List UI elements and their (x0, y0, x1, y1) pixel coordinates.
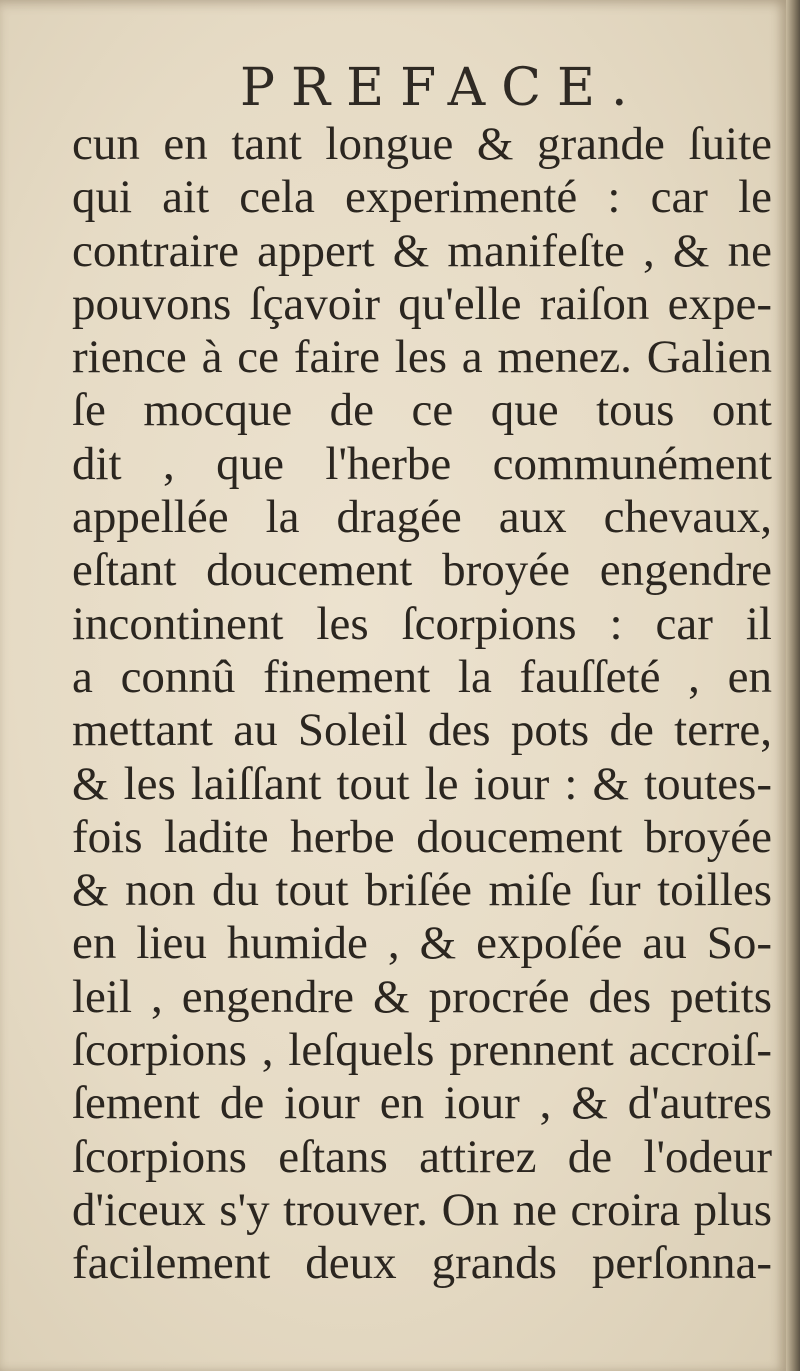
text-line: & non du tout briſée miſe ſur toilles (72, 864, 772, 917)
text-line: qui ait cela experimenté : car le (72, 171, 772, 224)
text-line: ſement de iour en iour , & d'autres (72, 1077, 772, 1130)
text-line: eſtant doucement broyée engendre (72, 544, 772, 597)
text-line: pouvons ſçavoir qu'elle raiſon expe- (72, 277, 772, 330)
body-text (72, 118, 772, 1291)
text-line: leil , engendre & procrée des petits (72, 970, 772, 1023)
text-line: facilement deux grands perſonna- (72, 1237, 772, 1290)
running-head: PREFACE. (240, 58, 644, 118)
text-line: contraire appert & manifeſte , & ne (72, 224, 772, 277)
text-line: d'iceux s'y trouver. On ne croira plus (72, 1183, 772, 1236)
text-line: ſcorpions eſtans attirez de l'odeur (72, 1130, 772, 1183)
text-line: appellée la dragée aux chevaux, (72, 491, 772, 544)
text-line: dit , que l'herbe communément (72, 437, 772, 490)
text-line: ſe mocque de ce que tous ont (72, 384, 772, 437)
text-line: ſcorpions , leſquels prennent accroiſ- (72, 1024, 772, 1077)
text-line: incontinent les ſcorpions : car il (72, 597, 772, 650)
text-line: fois ladite herbe doucement broyée (72, 810, 772, 863)
text-line: mettant au Soleil des pots de terre, (72, 704, 772, 757)
text-line: a connû finement la fauſſeté , en (72, 650, 772, 703)
page-edge (786, 0, 800, 1371)
text-line: en lieu humide , & expoſée au So- (72, 917, 772, 970)
text-line: & les laiſſant tout le iour : & toutes- (72, 757, 772, 810)
text-line: cun en tant longue & grande ſuite (72, 118, 772, 170)
text-line: rience à ce faire les a menez. Galien (72, 331, 772, 384)
